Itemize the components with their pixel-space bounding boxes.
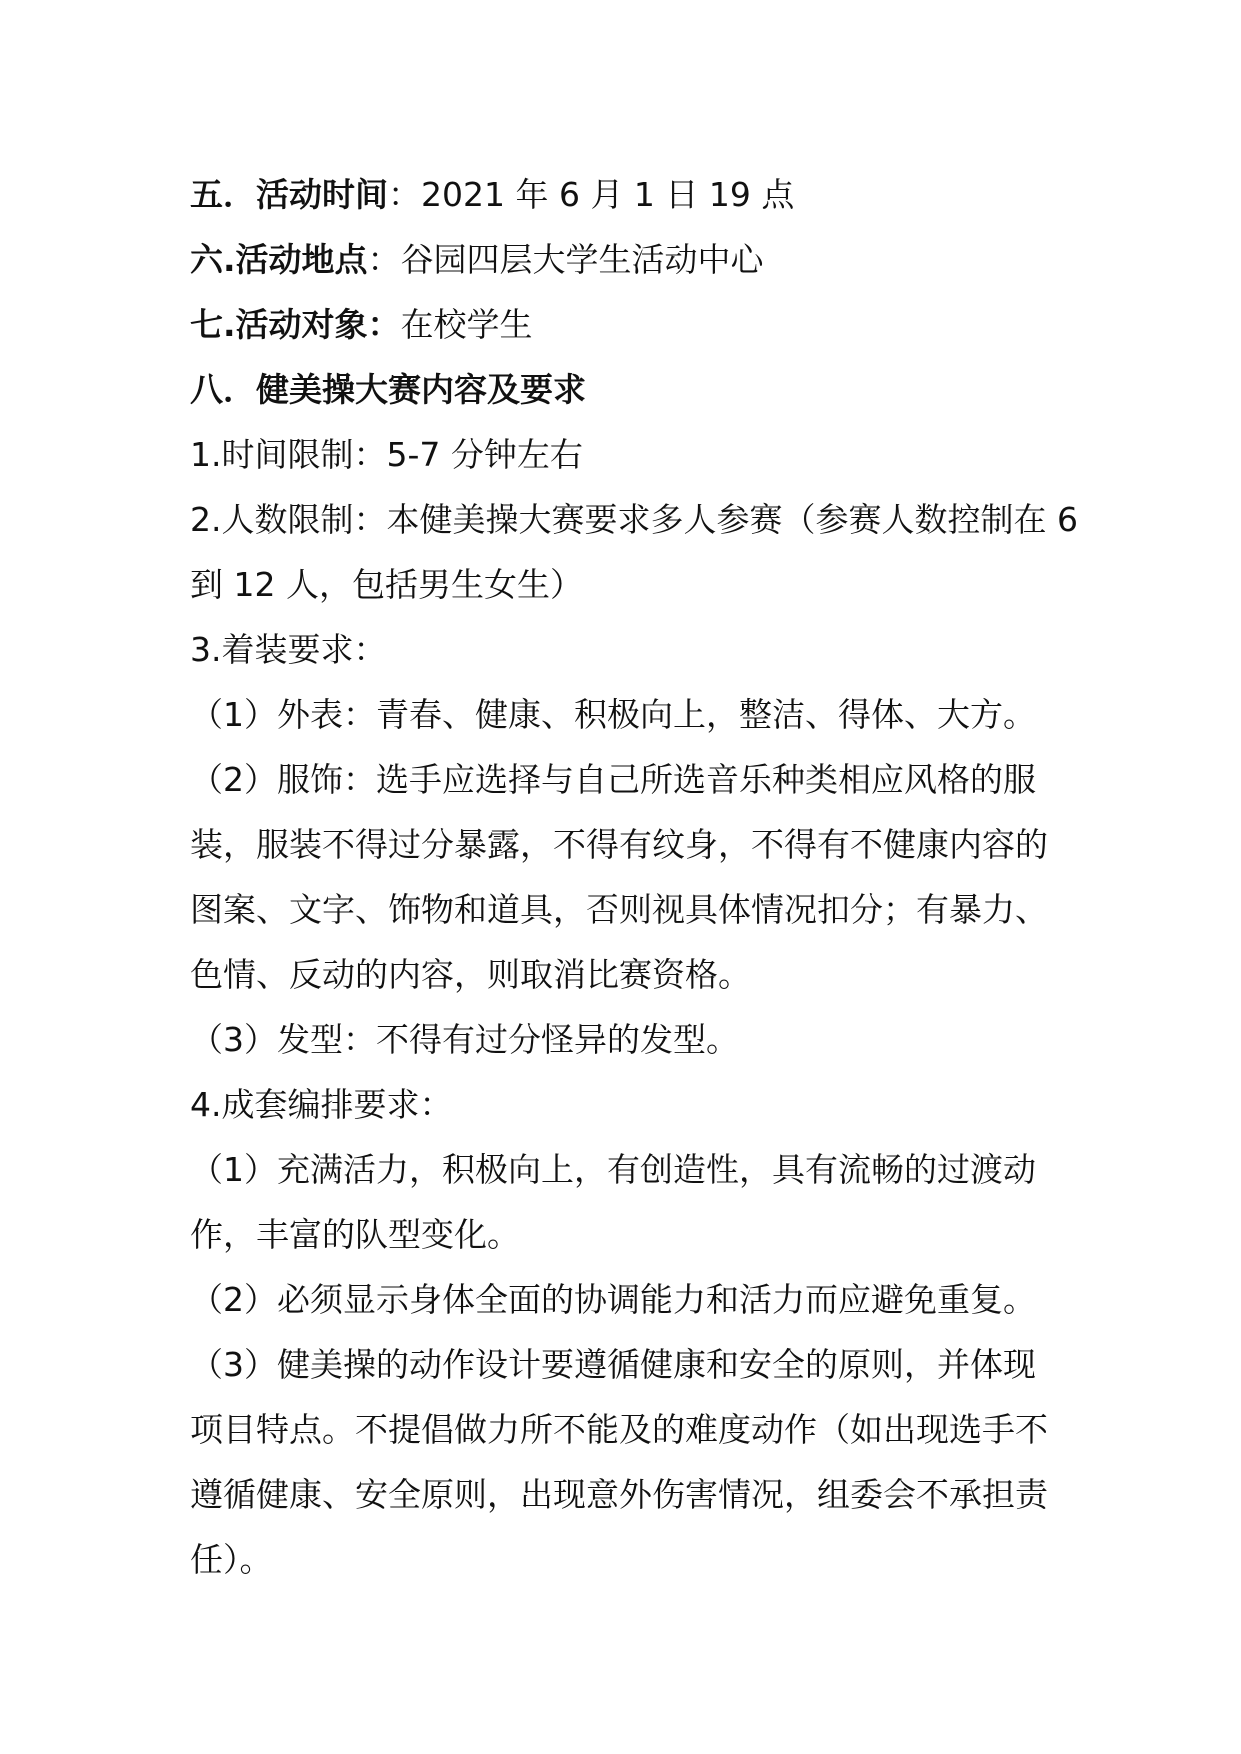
section-7-text: 在校学生 [400, 305, 533, 344]
section-5-text: ：2021 年 6 月 1 日 19 点 [388, 175, 795, 214]
paragraph-line: （3）发型：不得有过分怪异的发型。 [190, 1020, 739, 1059]
paragraph-line: 2.人数限制：本健美操大赛要求多人参赛（参赛人数控制在 6 [190, 500, 1078, 539]
paragraph-line: 遵循健康、安全原则，出现意外伤害情况，组委会不承担责 [190, 1475, 1048, 1514]
paragraph-line: 装，服装不得过分暴露，不得有纹身，不得有不健康内容的 [190, 825, 1048, 864]
section-7-heading: 七.活动对象： [190, 305, 401, 344]
paragraph-line: 1.时间限制：5-7 分钟左右 [190, 435, 583, 474]
section-6-heading: 六.活动地点 [190, 240, 368, 279]
paragraph-line: （2）服饰：选手应选择与自己所选音乐种类相应风格的服 [190, 760, 1036, 799]
section-6-text: ：谷园四层大学生活动中心 [367, 240, 764, 279]
paragraph-line: 作，丰富的队型变化。 [190, 1215, 520, 1254]
paragraph-line: 色情、反动的内容，则取消比赛资格。 [190, 955, 751, 994]
paragraph-line: 图案、文字、饰物和道具，否则视具体情况扣分；有暴力、 [190, 890, 1048, 929]
section-6-activity-location [190, 227, 1070, 292]
paragraph-line: （3）健美操的动作设计要遵循健康和安全的原则，并体现 [190, 1345, 1036, 1384]
document-page [190, 162, 1078, 1592]
paragraph-line: 任）。 [190, 1540, 273, 1579]
section-5-activity-time [190, 162, 1070, 227]
section-7-activity-target [190, 292, 1070, 357]
paragraph-line: 到 12 人，包括男生女生） [190, 565, 583, 604]
section-8-heading: 八．健美操大赛内容及要求 [190, 370, 586, 409]
paragraph-line: （1）充满活力，积极向上，有创造性，具有流畅的过渡动 [190, 1150, 1036, 1189]
paragraph-line: 项目特点。不提倡做力所不能及的难度动作（如出现选手不 [190, 1410, 1048, 1449]
paragraph-line: 4.成套编排要求： [190, 1085, 453, 1124]
section-5-heading: 五．活动时间 [190, 175, 388, 214]
paragraph-line: 3.着装要求： [190, 630, 387, 669]
paragraph-line: （1）外表：青春、健康、积极向上，整洁、得体、大方。 [190, 695, 1036, 734]
paragraph-line: （2）必须显示身体全面的协调能力和活力而应避免重复。 [190, 1280, 1036, 1319]
